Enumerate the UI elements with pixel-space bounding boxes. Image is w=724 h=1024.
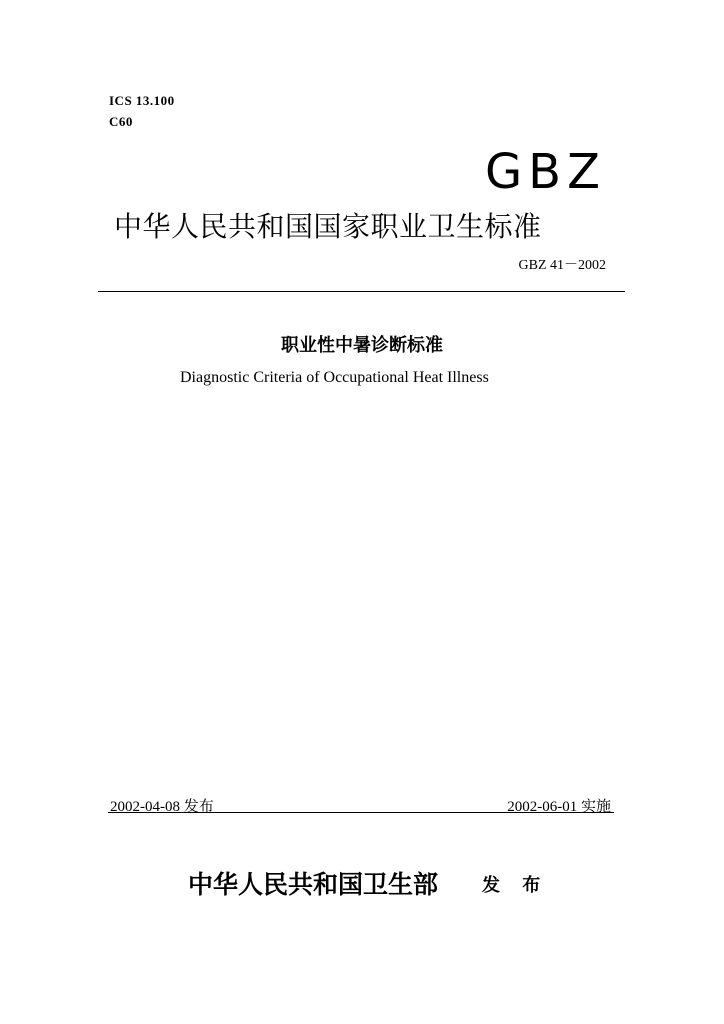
- footer-divider: [108, 812, 614, 813]
- document-title-chinese: 职业性中暑诊断标准: [281, 335, 443, 356]
- gbz-logo: GBZ: [484, 144, 606, 200]
- standard-category-title: 中华人民共和国国家职业卫生标准: [114, 210, 542, 243]
- publish-label: 发 布: [482, 875, 549, 896]
- publisher-name: 中华人民共和国卫生部: [188, 870, 439, 899]
- header-divider: [98, 291, 625, 292]
- implementation-date: 2002-06-01 实施: [507, 799, 611, 815]
- standard-number: GBZ 41－2002: [518, 258, 606, 273]
- classification-code: C60: [109, 114, 133, 129]
- ics-code: ICS 13.100: [109, 93, 175, 108]
- document-title-english: Diagnostic Criteria of Occupational Heat Illness: [180, 369, 489, 386]
- issue-date: 2002-04-08 发布: [110, 799, 214, 815]
